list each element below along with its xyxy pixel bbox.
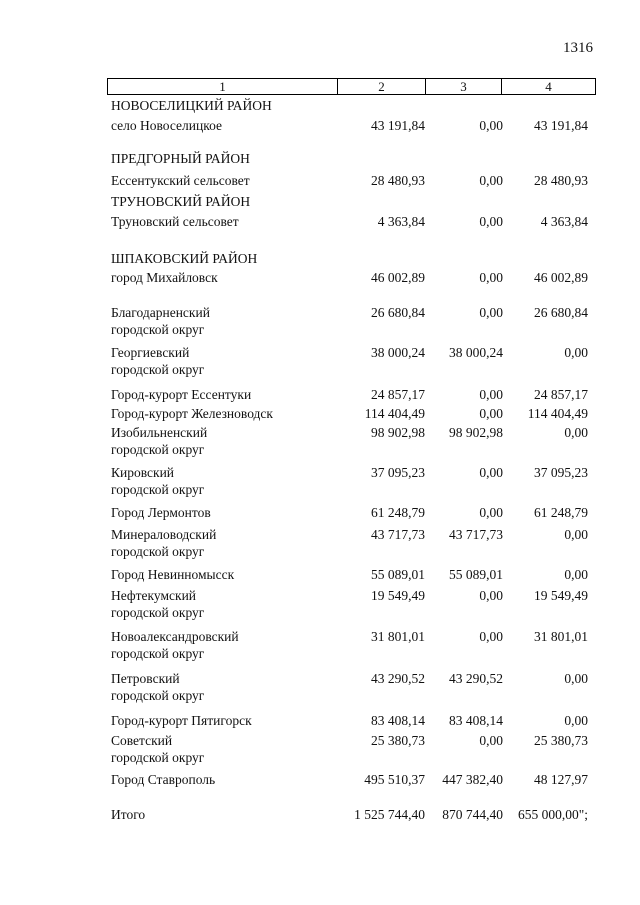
row-name-line: Город-курорт Пятигорск xyxy=(111,713,252,728)
row-name xyxy=(111,806,346,823)
header-col-1: 1 xyxy=(108,79,338,95)
cell-v3: 0,00 xyxy=(479,733,503,748)
cell-v4: 0,00 xyxy=(564,713,588,728)
cell-v4: 61 248,79 xyxy=(534,505,588,520)
cell-v4: 28 480,93 xyxy=(534,173,588,188)
cell-v2: 83 408,14 xyxy=(371,713,425,728)
cell-v3: 38 000,24 xyxy=(449,345,503,360)
cell-v2: 43 191,84 xyxy=(371,118,425,133)
cell-v3: 0,00 xyxy=(479,406,503,421)
cell-v4: 46 002,89 xyxy=(534,270,588,285)
row-name xyxy=(111,117,346,134)
cell-v2: 37 095,23 xyxy=(371,465,425,480)
row-name xyxy=(111,97,346,114)
row-name xyxy=(111,150,346,167)
cell-v2: 31 801,01 xyxy=(371,629,425,644)
row-name xyxy=(111,405,346,422)
cell-v2: 114 404,49 xyxy=(364,406,425,421)
row-name-line: городской округ xyxy=(111,646,205,661)
cell-v2: 19 549,49 xyxy=(371,588,425,603)
cell-v3: 0,00 xyxy=(479,118,503,133)
cell-v2: 28 480,93 xyxy=(371,173,425,188)
cell-v4: 26 680,84 xyxy=(534,305,588,320)
cell-v4: 37 095,23 xyxy=(534,465,588,480)
row-name xyxy=(111,172,346,189)
cell-v2: 495 510,37 xyxy=(364,772,425,787)
row-name-line: ПРЕДГОРНЫЙ РАЙОН xyxy=(111,151,250,166)
cell-v3: 0,00 xyxy=(479,588,503,603)
row-name-line: городской округ xyxy=(111,750,205,765)
row-name-line: Минераловодский xyxy=(111,527,217,542)
row-name xyxy=(111,526,346,560)
cell-v2: 43 290,52 xyxy=(371,671,425,686)
row-name-line: Кировский xyxy=(111,465,175,480)
row-name xyxy=(111,628,346,662)
cell-v4: 114 404,49 xyxy=(527,406,588,421)
cell-v2: 1 525 744,40 xyxy=(354,807,425,822)
cell-v3: 447 382,40 xyxy=(442,772,503,787)
cell-v3: 0,00 xyxy=(479,505,503,520)
row-name-line: Советский xyxy=(111,733,173,748)
cell-v4: 0,00 xyxy=(564,345,588,360)
cell-v2: 38 000,24 xyxy=(371,345,425,360)
row-name-line: село Новоселицкое xyxy=(111,118,222,133)
cell-v3: 0,00 xyxy=(479,465,503,480)
row-name xyxy=(111,250,346,267)
cell-v3: 83 408,14 xyxy=(449,713,503,728)
row-name-line: НОВОСЕЛИЦКИЙ РАЙОН xyxy=(111,98,272,113)
row-name-line: Новоалександровский xyxy=(111,629,239,644)
row-name-line: ШПАКОВСКИЙ РАЙОН xyxy=(111,251,258,266)
cell-v4: 0,00 xyxy=(564,425,588,440)
row-name-line: городской округ xyxy=(111,605,205,620)
cell-v3: 43 717,73 xyxy=(449,527,503,542)
row-name-line: Георгиевский xyxy=(111,345,190,360)
row-name-line: городской округ xyxy=(111,362,205,377)
row-name xyxy=(111,566,346,583)
row-name-line: Город Невинномысск xyxy=(111,567,235,582)
row-name xyxy=(111,344,346,378)
cell-v3: 0,00 xyxy=(479,270,503,285)
cell-v2: 98 902,98 xyxy=(371,425,425,440)
cell-v4: 0,00 xyxy=(564,567,588,582)
row-name-line: городской округ xyxy=(111,482,205,497)
row-name-line: Город-курорт Железноводск xyxy=(111,406,273,421)
row-name-line: город Михайловск xyxy=(111,270,218,285)
row-name xyxy=(111,464,346,498)
row-name xyxy=(111,670,346,704)
row-name xyxy=(111,712,346,729)
row-name-line: городской округ xyxy=(111,688,205,703)
row-name-line: городской округ xyxy=(111,322,205,337)
cell-v4: 25 380,73 xyxy=(534,733,588,748)
row-name xyxy=(111,771,346,788)
row-name xyxy=(111,732,346,766)
cell-v4: 48 127,97 xyxy=(534,772,588,787)
cell-v4: 31 801,01 xyxy=(534,629,588,644)
header-col-4: 4 xyxy=(502,79,596,95)
cell-v4: 19 549,49 xyxy=(534,588,588,603)
row-name xyxy=(111,504,346,521)
cell-v2: 46 002,89 xyxy=(371,270,425,285)
cell-v4: 24 857,17 xyxy=(534,387,588,402)
cell-v3: 0,00 xyxy=(479,629,503,644)
row-name-line: Благодарненский xyxy=(111,305,210,320)
row-name xyxy=(111,424,346,458)
cell-v3: 870 744,40 xyxy=(442,807,503,822)
cell-v2: 55 089,01 xyxy=(371,567,425,582)
row-name-line: городской округ xyxy=(111,544,205,559)
cell-v3: 98 902,98 xyxy=(449,425,503,440)
row-name-line: Город Ставрополь xyxy=(111,772,216,787)
row-name xyxy=(111,193,346,210)
cell-v3: 0,00 xyxy=(479,387,503,402)
row-name-line: Петровский xyxy=(111,671,180,686)
row-name-line: ТРУНОВСКИЙ РАЙОН xyxy=(111,194,251,209)
table-header xyxy=(107,78,596,95)
row-name-line: Нефтекумский xyxy=(111,588,197,603)
row-name-line: Итого xyxy=(111,807,146,822)
cell-v2: 26 680,84 xyxy=(371,305,425,320)
cell-v2: 24 857,17 xyxy=(371,387,425,402)
cell-v4: 0,00 xyxy=(564,527,588,542)
cell-v2: 4 363,84 xyxy=(377,214,425,229)
row-name-line: Город Лермонтов xyxy=(111,505,211,520)
cell-v2: 25 380,73 xyxy=(371,733,425,748)
header-col-3: 3 xyxy=(426,79,502,95)
page-number: 1316 xyxy=(563,40,593,56)
cell-v4: 0,00 xyxy=(564,671,588,686)
row-name xyxy=(111,386,346,403)
row-name-line: Ессентукский сельсовет xyxy=(111,173,250,188)
row-name-line: городской округ xyxy=(111,442,205,457)
cell-v3: 0,00 xyxy=(479,173,503,188)
row-name-line: Город-курорт Ессентуки xyxy=(111,387,252,402)
row-name xyxy=(111,213,346,230)
row-name xyxy=(111,304,346,338)
header-col-2: 2 xyxy=(338,79,426,95)
cell-v2: 61 248,79 xyxy=(371,505,425,520)
row-name xyxy=(111,587,346,621)
row-name-line: Труновский сельсовет xyxy=(111,214,239,229)
cell-v3: 43 290,52 xyxy=(449,671,503,686)
cell-v4: 43 191,84 xyxy=(534,118,588,133)
row-name-line: Изобильненский xyxy=(111,425,208,440)
cell-v4: 4 363,84 xyxy=(540,214,588,229)
cell-v2: 43 717,73 xyxy=(371,527,425,542)
cell-v3: 0,00 xyxy=(479,214,503,229)
cell-v3: 0,00 xyxy=(479,305,503,320)
row-name xyxy=(111,269,346,286)
cell-v4: 655 000,00"; xyxy=(517,807,588,822)
cell-v3: 55 089,01 xyxy=(449,567,503,582)
